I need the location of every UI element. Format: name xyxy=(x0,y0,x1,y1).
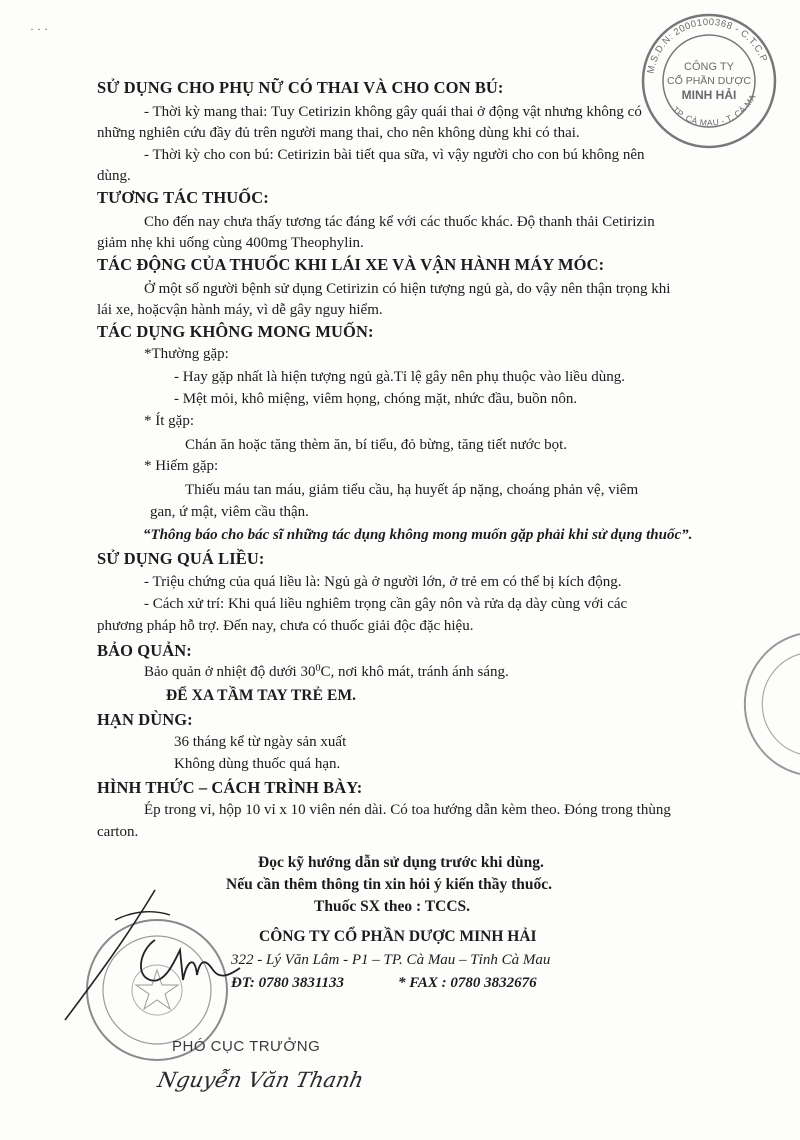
pregnancy-line: - Thời kỳ cho con bú: Cetirizin bài tiết qua sữa, vì vậy người cho con bú không nên xyxy=(144,147,645,163)
stamp-line3: MINH HẢI xyxy=(681,88,737,102)
common-line: - Mệt mỏi, khô miệng, viêm họng, chóng mặt, nhức đầu, buồn nôn. xyxy=(174,391,578,407)
shelf-life-heading: HẠN DÙNG: xyxy=(97,710,193,729)
company-fax: * FAX : 0780 3832676 xyxy=(398,975,537,991)
degree-mark: 0 xyxy=(315,663,321,674)
common-line: - Hay gặp nhất là hiện tượng ngủ gà.Tỉ lệ gây nên phụ thuộc vào liều dùng. xyxy=(174,369,625,385)
pregnancy-line: - Thời kỳ mang thai: Tuy Cetirizin không gây quái thai ở động vật nhưng không có xyxy=(144,104,642,120)
storage-text-after: C, nơi khô mát, tránh ánh sáng. xyxy=(320,664,509,680)
uncommon-label: * Ít gặp: xyxy=(144,413,194,429)
rare-line: gan, ứ mật, viêm cầu thận. xyxy=(150,504,309,520)
stamp-line2: CỔ PHẦN DƯỢC xyxy=(667,75,751,87)
handwritten-signature xyxy=(55,880,255,1030)
overdose-heading: SỬ DỤNG QUÁ LIỀU: xyxy=(97,549,265,568)
shelf-life-line: 36 tháng kể từ ngày sản xuất xyxy=(174,734,347,750)
rare-line: Thiếu máu tan máu, giảm tiểu cầu, hạ huyết áp nặng, choáng phản vệ, viêm xyxy=(185,482,639,498)
interactions-line: giảm nhẹ khi uống cùng 400mg Theophylin. xyxy=(97,235,364,251)
advice-read: Đọc kỹ hướng dẫn sử dụng trước khi dùng. xyxy=(258,854,544,871)
stamp-line1: CÔNG TY xyxy=(684,61,734,73)
signer-title: PHÓ CỤC TRƯỞNG xyxy=(172,1038,321,1055)
storage-line xyxy=(144,664,509,681)
scan-specks: · · · xyxy=(30,22,48,36)
common-label: *Thường gặp: xyxy=(144,346,229,362)
packaging-heading: HÌNH THỨC – CÁCH TRÌNH BÀY: xyxy=(97,778,363,797)
overdose-line: phương pháp hỗ trợ. Đến nay, chưa có thuốc giải độc đặc hiệu. xyxy=(97,618,474,634)
pregnancy-line: những nghiên cứu đầy đủ trên người mang thai, cho nên không dùng khi có thai. xyxy=(97,125,580,141)
interactions-line: Cho đến nay chưa thấy tương tác đáng kể với các thuốc khác. Độ thanh thải Cetirizin xyxy=(144,214,655,230)
overdose-line: - Cách xử trí: Khi quá liều nghiêm trọng cần gây nôn và rửa dạ dày cùng với các xyxy=(144,596,628,612)
shelf-life-line: Không dùng thuốc quá hạn. xyxy=(174,756,341,772)
doctor-notice: “Thông báo cho bác sĩ những tác dụng không mong muốn gặp phải khi sử dụng thuốc”. xyxy=(143,527,693,543)
driving-heading: TÁC ĐỘNG CỦA THUỐC KHI LÁI XE VÀ VẬN HÀNH MÁY MÓC: xyxy=(97,255,605,274)
storage-heading: BẢO QUẢN: xyxy=(97,641,192,660)
stamp-city: TP. CÀ MAU - T. CÀ MAU xyxy=(636,4,758,128)
interactions-heading: TƯƠNG TÁC THUỐC: xyxy=(97,188,269,207)
signer-name: Nguyễn Văn Thanh xyxy=(155,1068,366,1092)
company-phone: ĐT: 0780 3831133 xyxy=(231,975,345,991)
keep-away-warning: ĐỂ XA TẦM TAY TRẺ EM. xyxy=(166,687,357,704)
rare-label: * Hiếm gặp: xyxy=(144,458,219,474)
company-name: CÔNG TY CỔ PHẦN DƯỢC MINH HẢI xyxy=(259,928,537,945)
advice-consult: Nếu cần thêm thông tin xin hỏi ý kiến thầy thuốc. xyxy=(226,876,552,893)
pregnancy-line: dùng. xyxy=(97,168,131,184)
driving-line: lái xe, hoặcvận hành máy, vì dễ gây nguy hiểm. xyxy=(97,302,383,318)
stamp-code: M.S.D.N: 2000100368 - C.T.C.P xyxy=(645,16,770,75)
side-effects-heading: TÁC DỤNG KHÔNG MONG MUỐN: xyxy=(97,322,374,341)
partial-stamp xyxy=(705,628,800,778)
driving-line: Ở một số người bệnh sử dụng Cetirizin có hiện tượng ngủ gà, do vậy nên thận trọng khi xyxy=(144,281,671,297)
packaging-line: carton. xyxy=(97,824,139,840)
overdose-line: - Triệu chứng của quá liều là: Ngủ gà ở người lớn, ở trẻ em có thể bị kích động. xyxy=(144,574,622,590)
pregnancy-heading: SỬ DỤNG CHO PHỤ NỮ CÓ THAI VÀ CHO CON BÚ: xyxy=(97,78,504,97)
uncommon-line: Chán ăn hoặc tăng thèm ăn, bí tiểu, đỏ bừng, tăng tiết nước bọt. xyxy=(185,437,568,453)
advice-standard: Thuốc SX theo : TCCS. xyxy=(314,898,471,915)
company-stamp xyxy=(636,4,778,150)
storage-text-before: Bảo quản ở nhiệt độ dưới 30 xyxy=(144,664,316,680)
company-address: 322 - Lý Văn Lâm - P1 – TP. Cà Mau – Tỉnh Cà Mau xyxy=(231,952,551,968)
packaging-line: Ép trong vỉ, hộp 10 vỉ x 10 viên nén dài. Có toa hướng dẫn kèm theo. Đóng trong thùng xyxy=(144,802,671,818)
